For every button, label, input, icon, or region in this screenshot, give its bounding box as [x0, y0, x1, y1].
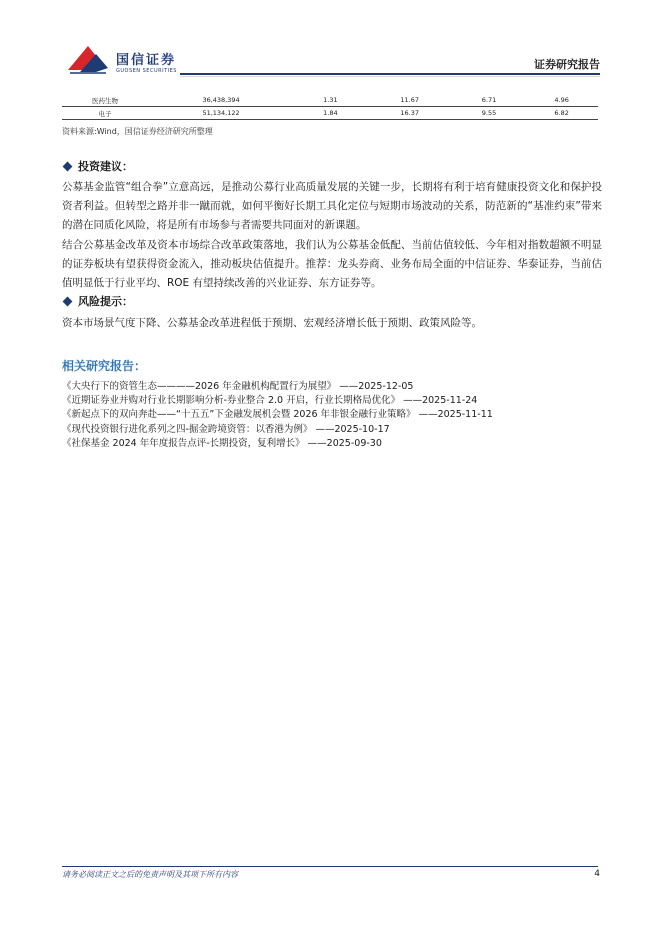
list-item: 《新起点下的双向奔赴——“十五五”下金融发展机会暨 2026 年非银金融行业策略》 ——2025-11-11 [62, 409, 493, 421]
related-reports-list [62, 380, 493, 451]
logo-mark-icon [66, 42, 110, 76]
report-type-label: 证券研究报告 [534, 58, 600, 71]
header-divider [180, 73, 600, 75]
risk-heading-text: 风险提示： [78, 295, 133, 308]
diamond-bullet-icon [63, 161, 73, 171]
table-cell: 51,134,122 [148, 107, 294, 120]
footer-disclaimer: 请务必阅读正文之后的免责声明及其项下所有内容 [62, 870, 238, 879]
investment-heading-text: 投资建议： [78, 160, 133, 173]
table-cell: 医药生物 [62, 94, 148, 107]
sector-data-table [62, 94, 598, 120]
table-cell: 16.37 [367, 107, 453, 120]
table-cell: 6.82 [525, 107, 598, 120]
list-item: 《大央行下的资管生态————2026 年金融机构配置行为展望》 ——2025-12-05 [62, 381, 414, 392]
list-item: 《近期证券业并购对行业长期影响分析-券业整合 2.0 开启，行业长期格局优化》 ——2025-11-24 [62, 395, 478, 407]
page-number: 4 [594, 869, 600, 879]
table-cell: 1.31 [294, 94, 367, 107]
diamond-bullet-icon [63, 296, 73, 306]
table-cell: 9.55 [453, 107, 526, 120]
logo-text-cn: 国信证券 [116, 53, 177, 68]
footer-divider [62, 866, 598, 867]
table-cell: 36,438,394 [148, 94, 294, 107]
table-cell: 6.71 [453, 94, 526, 107]
table-source-note: 资料来源:Wind，国信证券经济研究所整理 [62, 127, 213, 136]
table-cell: 4.96 [525, 94, 598, 107]
table-cell: 1.84 [294, 107, 367, 120]
list-item: 《社保基金 2024 年年度报告点评-长期投资，复利增长》 ——2025-09-30 [62, 437, 382, 449]
investment-paragraph-2: 结合公募基金改革及资本市场综合改革政策落地，我们认为公募基金低配、当前估值较低、今年相对指数超额不明显的证券板块有望获得资金流入，推动板块估值提升。推荐：龙头券商、业务布局全面的中信证券、华泰证券，当前估值明显低于行业平均、ROE 有望持续改善的兴业证券、东方证券等。 [62, 239, 602, 289]
investment-paragraph-1: 公募基金监管“组合拳”立意高远，是推动公募行业高质量发展的关键一步，长期将有利于培育健康投资文化和保护投资者利益。但转型之路并非一蹴而就，如何平衡好长期工具化定位与短期市场波动的关系，防范新的“基准约束”带来的潜在同质化风险，将是所有市场参与者需要共同面对的新课题。 [62, 181, 602, 231]
table-cell: 11.67 [367, 94, 453, 107]
page-header [0, 0, 662, 80]
list-item: 《现代投资银行进化系列之四-掘金跨境资管：以香港为例》 ——2025-10-17 [62, 423, 390, 435]
guosen-logo [66, 42, 186, 76]
risk-paragraph: 资本市场景气度下降、公募基金改革进程低于预期、宏观经济增长低于预期、政策风险等。 [62, 317, 482, 329]
risk-heading [62, 293, 133, 309]
logo-text-en: GUOSEN SECURITIES [116, 68, 177, 74]
table-row [62, 94, 598, 107]
related-reports-heading: 相关研究报告： [62, 359, 147, 373]
investment-heading [62, 158, 133, 174]
table-row [62, 107, 598, 120]
header-divider-thin [180, 76, 600, 77]
table-cell: 电子 [62, 107, 148, 120]
